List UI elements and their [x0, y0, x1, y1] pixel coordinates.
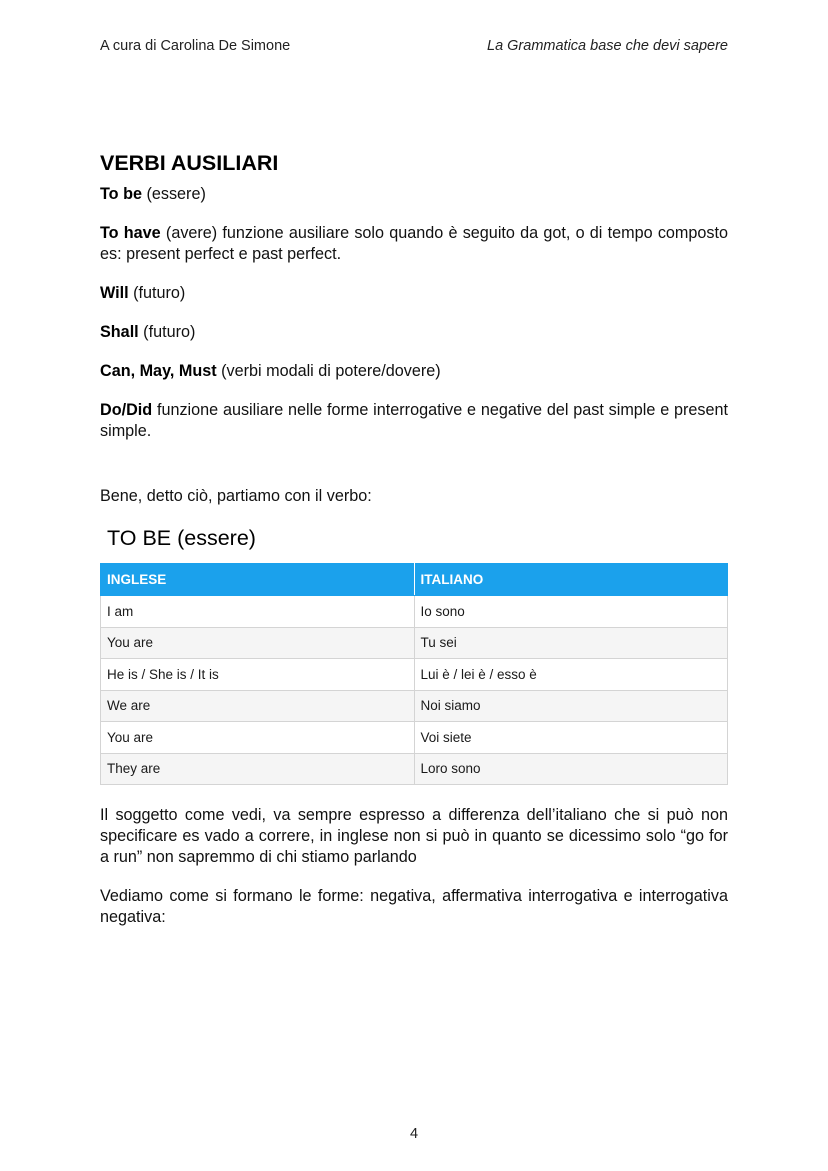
page-content [100, 150, 728, 946]
table-header-row [101, 564, 728, 596]
cell-italian: Loro sono [414, 753, 728, 785]
column-header-italiano: ITALIANO [414, 564, 728, 596]
verb-name: Will [100, 284, 129, 302]
verb-name: Can, May, Must [100, 362, 217, 380]
cell-italian: Voi siete [414, 722, 728, 754]
verb-name: To have [100, 224, 161, 242]
verb-description: (essere) [141, 185, 206, 203]
verb-name: Shall [100, 323, 139, 341]
cell-italian: Tu sei [414, 627, 728, 659]
header-author: A cura di Carolina De Simone [100, 38, 291, 54]
verb-item-to-be [100, 184, 728, 205]
verb-description: funzione ausiliare nelle forme interrogative e negative del past simple e present simple. [100, 401, 728, 440]
forms-intro-paragraph: Vediamo come si formano le forme: negativa, affermativa interrogativa e interrogativa negativa: [100, 887, 728, 926]
page-number: 4 [409, 1126, 419, 1142]
header-book-title: La Grammatica base che devi sapere [487, 38, 728, 54]
cell-english: He is / She is / It is [101, 659, 415, 691]
section-title: VERBI AUSILIARI [100, 151, 279, 175]
verb-name: Do/Did [100, 401, 153, 419]
cell-italian: Noi siamo [414, 690, 728, 722]
table-row [101, 753, 728, 785]
verb-name: To be [100, 185, 142, 203]
page-header [100, 38, 728, 58]
verb-item-will [100, 283, 728, 304]
verb-item-shall [100, 322, 728, 343]
table-row [101, 722, 728, 754]
verb-description: (avere) funzione ausiliare solo quando è seguito da got, o di tempo composto es: present perfect e past perfect. [100, 224, 729, 263]
conjugation-table [100, 563, 728, 785]
table-row [101, 659, 728, 691]
verb-item-to-have [100, 223, 728, 265]
verb-description: (futuro) [138, 323, 196, 341]
verb-description: (verbi modali di potere/dovere) [216, 362, 441, 380]
intro-line: Bene, detto ciò, partiamo con il verbo: [100, 487, 372, 505]
cell-english: You are [101, 627, 415, 659]
table-row [101, 690, 728, 722]
verb-item-do-did [100, 400, 728, 442]
table-title: TO BE (essere) [107, 526, 256, 550]
cell-italian: Io sono [414, 596, 728, 628]
verb-description: (futuro) [128, 284, 186, 302]
cell-english: We are [101, 690, 415, 722]
cell-english: I am [101, 596, 415, 628]
subject-explanation-paragraph: Il soggetto come vedi, va sempre espresso a differenza dell’italiano che si può non specificare es vado a correre, in inglese non si può in quanto se dicessimo solo “go for a run” non sapremmo di chi stiamo parlando [100, 806, 728, 866]
table-row [101, 596, 728, 628]
cell-english: You are [101, 722, 415, 754]
explanation-block [100, 805, 728, 928]
verb-item-modals [100, 361, 728, 382]
cell-english: They are [101, 753, 415, 785]
column-header-inglese: INGLESE [101, 564, 415, 596]
table-row [101, 627, 728, 659]
cell-italian: Lui è / lei è / esso è [414, 659, 728, 691]
